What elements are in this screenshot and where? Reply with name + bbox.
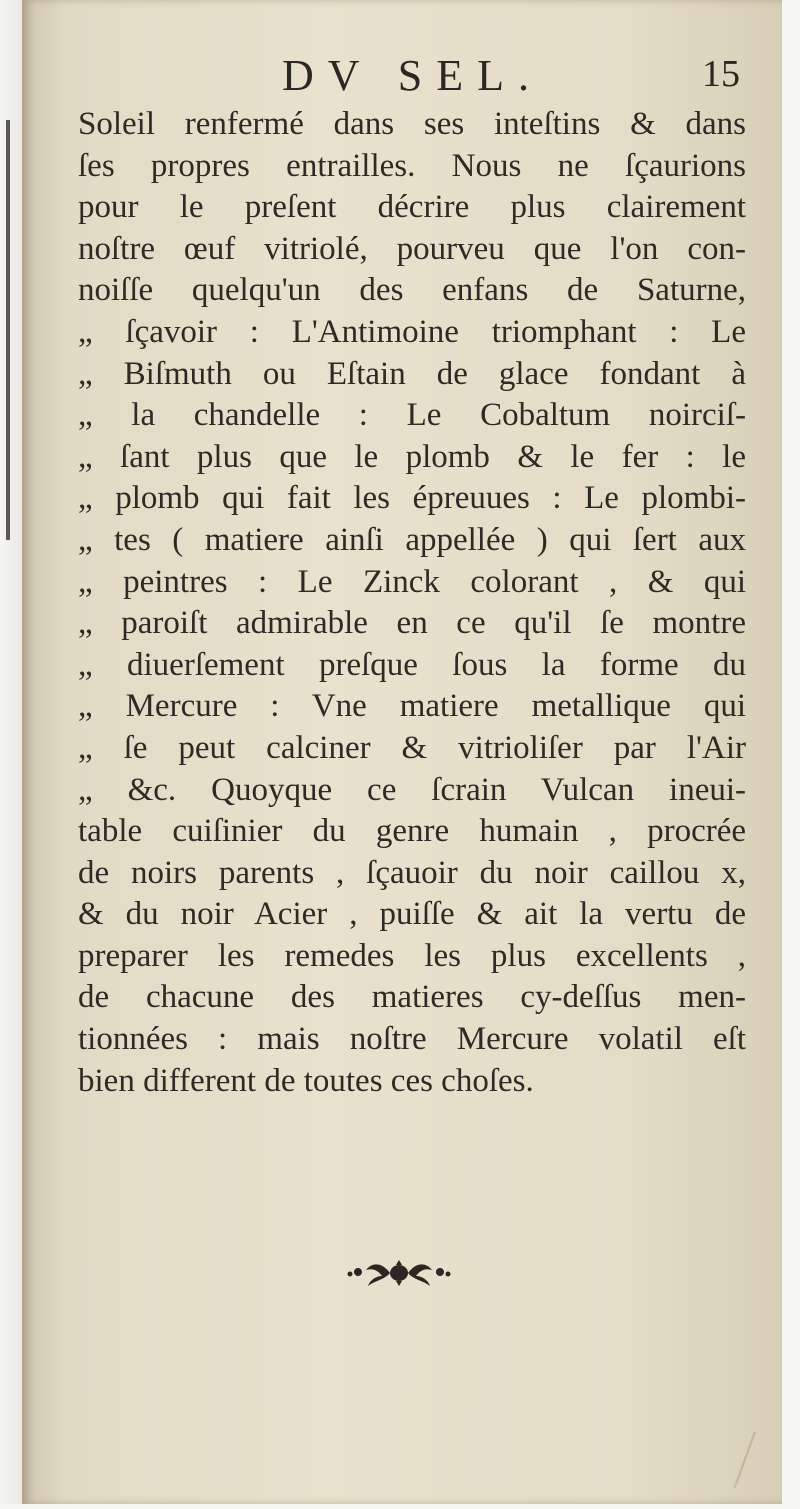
text-line: noiſſe quelqu'un des enfans de Saturne, <box>78 272 746 309</box>
text-line: tionnées : mais noſtre Mercure volatil eſt <box>78 1021 746 1058</box>
text-line: noſtre œuf vitriolé, pourveu que l'on con- <box>78 230 746 267</box>
text-line: „ ſant plus que le plomb & le fer : le <box>78 438 746 475</box>
text-line: „ Mercure : Vne matiere metallique qui <box>78 688 746 725</box>
text-line: „ ſçavoir : L'Antimoine triomphant : Le <box>78 313 746 350</box>
text-line: & du noir Acier , puiſſe & ait la vertu de <box>78 896 746 933</box>
text-line: „ &c. Quoyque ce ſcrain Vulcan ineui- <box>78 771 746 808</box>
text-line: „ diuerſement preſque ſous la forme du <box>78 646 746 683</box>
text-line: „ Biſmuth ou Eſtain de glace fondant à <box>78 355 746 392</box>
text-line: preparer les remedes les plus excellents , <box>78 937 746 974</box>
text-line: bien different de toutes ces choſes. <box>78 1062 534 1099</box>
page-number: 15 <box>702 53 740 95</box>
text-line: ſes propres entrailles. Nous ne ſçaurions <box>78 147 746 184</box>
binding-gutter <box>0 0 22 1504</box>
text-line: „ peintres : Le Zinck colorant , & qui <box>78 563 746 600</box>
text-line: de noirs parents , ſçauoir du noir caillou x, <box>78 854 746 891</box>
text-line: table cuiſinier du genre humain , procrée <box>78 813 746 850</box>
text-line: pour le preſent décrire plus clairement <box>78 189 746 226</box>
text-line: Soleil renfermé dans ses inteſtins & dans <box>78 106 746 142</box>
text-line: „ la chandelle : Le Cobaltum noirciſ- <box>78 397 746 434</box>
body-text <box>78 104 746 1102</box>
floral-tailpiece-icon <box>344 1256 454 1290</box>
text-line: „ plomb qui fait les épreuues : Le plombi- <box>78 480 746 517</box>
text-line: „ paroiſt admirable en ce qu'il ſe montre <box>78 605 746 642</box>
text-line: „ tes ( matiere ainſi appellée ) qui ſert aux <box>78 521 746 558</box>
paper-crease <box>734 1431 800 1509</box>
text-line: de chacune des matieres cy-deſſus men- <box>78 979 746 1016</box>
book-page <box>22 0 782 1504</box>
binding-shadow <box>6 120 10 540</box>
running-title: DV SEL. <box>282 51 543 100</box>
text-line: „ ſe peut calciner & vitrioliſer par l'Air <box>78 729 746 766</box>
